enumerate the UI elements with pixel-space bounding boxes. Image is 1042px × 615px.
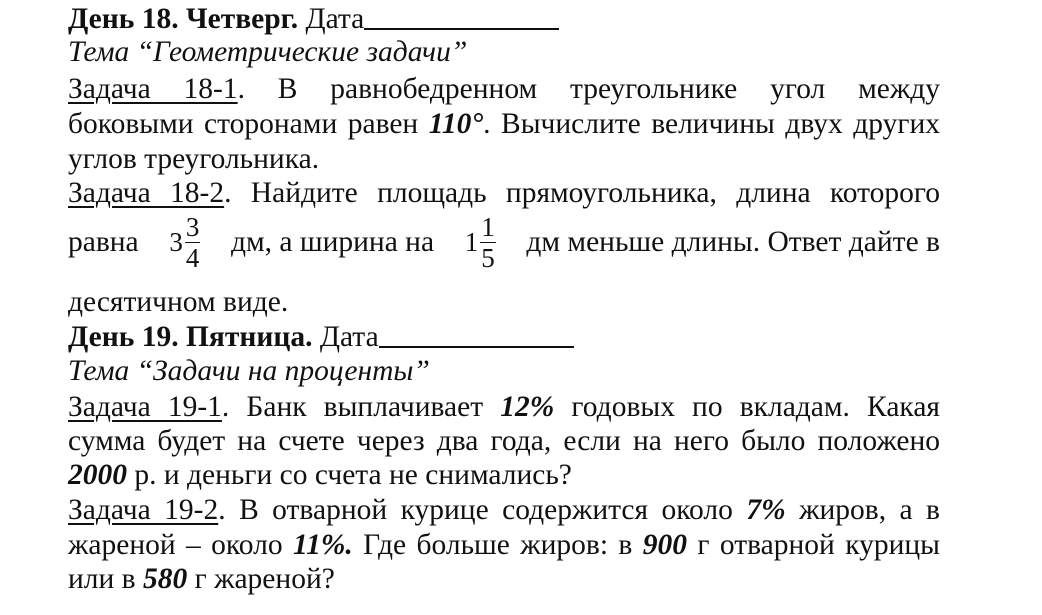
task19-1-text1b: годовых по вкладам. Какая [554, 391, 940, 423]
day19-date-label: Дата [319, 321, 379, 353]
task19-1-line3 [68, 458, 572, 492]
difference-numerator: 1 [481, 212, 495, 242]
task18-2-unit-text: дм, а ширина на [230, 226, 435, 258]
task19-2-line1 [68, 493, 940, 527]
day18-topic: Тема “Геометрические задачи” [68, 36, 468, 68]
task18-1-label: Задача 18-1 [68, 73, 238, 105]
difference-mixed-number [465, 212, 496, 273]
length-whole: 3 [169, 227, 183, 257]
length-numerator: 3 [185, 212, 200, 242]
task19-1-line1 [68, 390, 940, 424]
task19-2-fried-mass-value: 580 [142, 563, 188, 595]
task19-2-boiled-mass-value: 900 [642, 529, 687, 561]
task18-1-text1: . В равнобедренном треугольнике угол между [237, 73, 940, 105]
difference-fraction [480, 212, 496, 273]
task19-2-text2b: Где больше жиров: в [352, 529, 643, 561]
task19-2-text1a: . В отварной курице содержится около [218, 494, 747, 526]
task19-2-text1b: жиров, а в [785, 494, 940, 526]
task19-2-text3b: г жареной? [187, 563, 335, 595]
task18-2-label: Задача 18-2 [68, 177, 225, 209]
task18-2-line3: десятичном виде. [68, 286, 289, 318]
difference-denominator: 5 [481, 243, 495, 273]
task19-1-amount-value: 2000 [68, 459, 127, 491]
task19-2-label: Задача 19-2 [68, 494, 219, 526]
task19-2-line3 [68, 562, 335, 596]
task18-1-angle-value: 110° [428, 108, 484, 140]
task18-2-line2 [68, 212, 940, 273]
day18-header [68, 2, 559, 36]
day18-heading: День 18. Четверг. [68, 3, 299, 35]
task19-1-line2: сумма будет на счете через два года, если на него было положено [68, 425, 940, 457]
task19-1-label: Задача 19-1 [68, 391, 222, 423]
day18-date-blank [364, 4, 559, 30]
length-fraction [185, 212, 201, 273]
task18-2-equal-word: равна [68, 226, 139, 258]
task18-1-line1 [68, 72, 940, 106]
day19-header [68, 320, 574, 354]
day19-heading: День 19. Пятница. [68, 321, 313, 353]
length-denominator: 4 [185, 243, 200, 273]
task18-2-tail-text: дм меньше длины. Ответ дайте в [526, 226, 940, 258]
day18-date-label: Дата [305, 3, 365, 35]
length-mixed-number [169, 212, 200, 273]
task19-2-text2a: жареной – около [68, 529, 293, 561]
task18-1-text2b: . Вычислите величины двух других [483, 108, 940, 140]
task19-2-text3a: или в [68, 563, 143, 595]
task18-2-text1: . Найдите площадь прямоугольника, длина которого [224, 177, 940, 209]
difference-whole: 1 [464, 227, 479, 257]
task19-1-text1a: . Банк выплачивает [221, 391, 501, 423]
day19-topic: Тема “Задачи на проценты” [68, 355, 430, 387]
task18-2-line1 [68, 176, 940, 210]
task18-1-line3: углов треугольника. [68, 143, 320, 175]
task18-1-line2 [68, 107, 940, 141]
task18-1-text2a: боковыми сторонами равен [68, 108, 429, 140]
day19-date-blank [379, 322, 574, 348]
task19-1-rate-value: 12% [500, 391, 555, 423]
task19-1-text3b: р. и деньги со счета не снимались? [127, 459, 572, 491]
task19-2-fried-fat-value: 11%. [292, 529, 353, 561]
task19-2-text2c: г отварной курицы [686, 529, 941, 561]
task19-2-line2 [68, 528, 940, 562]
task19-2-boiled-fat-value: 7% [746, 494, 786, 526]
